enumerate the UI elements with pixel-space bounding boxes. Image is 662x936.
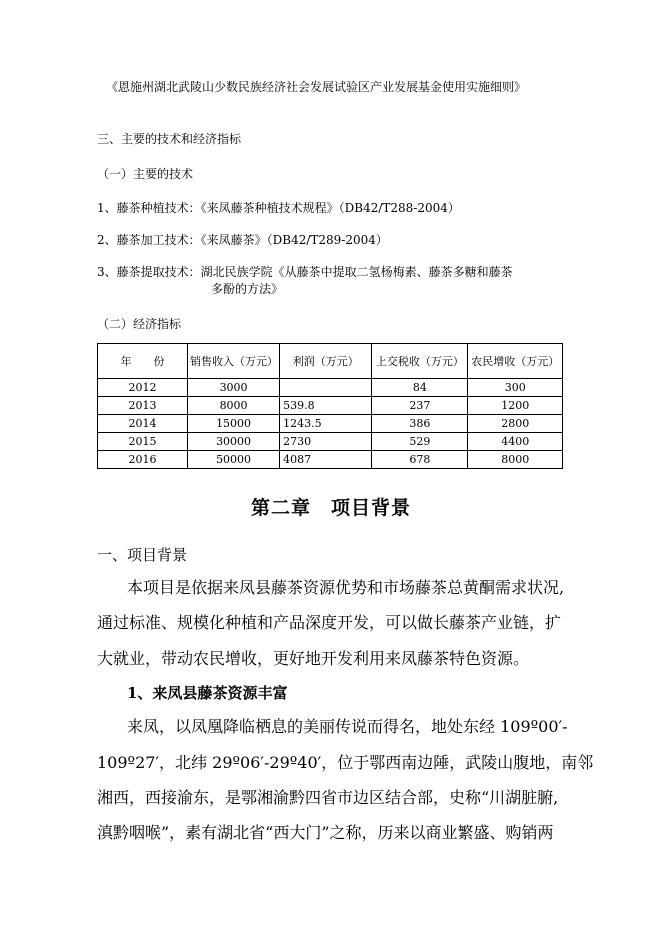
paragraph-line: 大就业，带动农民增收，更好地开发利用来凤藤茶特色资源。 [97,649,530,668]
cell-year: 2012 [98,379,188,397]
section-title: 三、主要的技术和经济指标 [97,132,242,146]
background-heading: 一、项目背景 [97,546,188,564]
economic-indicators-table [97,343,563,469]
subsection-title-technology: （一）主要的技术 [97,167,194,181]
header-farmer-income: 农民增收（万元） [468,344,563,379]
cell-sales: 8000 [188,397,280,415]
cell-farmer-income: 4400 [468,433,563,451]
cell-tax: 678 [372,451,468,469]
cell-sales: 50000 [188,451,280,469]
tech-item-3: 3、藤茶提取技术：湖北民族学院《从藤茶中提取二氢杨梅素、藤茶多糖和藤茶 [97,265,513,279]
cell-tax: 84 [372,379,468,397]
subsection-title-economic: （二）经济指标 [97,317,182,331]
paragraph-line: 滇黔咽喉”，素有湖北省“西大门”之称，历来以商业繁盛、购销两 [97,823,554,842]
header-year: 年 份 [98,344,188,379]
document-reference: 《恩施州湖北武陵山少数民族经济社会发展试验区产业发展基金使用实施细则》 [106,80,527,94]
table-row [98,451,563,469]
cell-year: 2016 [98,451,188,469]
cell-profit: 1243.5 [280,415,372,433]
cell-farmer-income: 300 [468,379,563,397]
cell-year: 2015 [98,433,188,451]
cell-year: 2013 [98,397,188,415]
cell-profit: 539.8 [280,397,372,415]
paragraph-line: 通过标准、规模化种植和产品深度开发，可以做长藤茶产业链，扩 [97,613,562,632]
cell-year: 2014 [98,415,188,433]
table-row [98,397,563,415]
header-profit: 利润（万元） [280,344,372,379]
cell-farmer-income: 2800 [468,415,563,433]
cell-sales: 30000 [188,433,280,451]
cell-farmer-income: 8000 [468,451,563,469]
paragraph-line: 来凤，以凤凰降临栖息的美丽传说而得名，地处东经 109º00′- [127,717,568,736]
table-row [98,433,563,451]
header-tax: 上交税收（万元） [372,344,468,379]
header-sales: 销售收入（万元） [188,344,280,379]
tech-item-1: 1、藤茶种植技术：《来凤藤茶种植技术规程》（DB42/T288-2004） [97,201,460,215]
cell-profit: 2730 [280,433,372,451]
table-header-row [98,344,563,379]
subsection-heading: 1、来凤县藤茶资源丰富 [127,684,288,702]
cell-farmer-income: 1200 [468,397,563,415]
cell-tax: 529 [372,433,468,451]
cell-tax: 386 [372,415,468,433]
cell-sales: 3000 [188,379,280,397]
tech-item-3-continued: 多酚的方法》 [211,282,284,296]
paragraph-line: 本项目是依据来凤县藤茶资源优势和市场藤茶总黄酮需求状况, [127,578,565,597]
table-row [98,415,563,433]
cell-tax: 237 [372,397,468,415]
cell-sales: 15000 [188,415,280,433]
cell-profit [280,379,372,397]
paragraph-line: 109º27′，北纬 29º06′-29º40′，位于鄂西南边陲，武陵山腹地，南邻 [97,753,594,772]
tech-item-2: 2、藤茶加工技术：《来凤藤茶》（DB42/T289-2004） [97,233,388,247]
table-row [98,379,563,397]
chapter-title: 第二章 项目背景 [250,497,411,519]
paragraph-line: 湘西，西接渝东，是鄂湘渝黔四省市边区结合部，史称“川湖脏腑, [97,788,559,807]
cell-profit: 4087 [280,451,372,469]
